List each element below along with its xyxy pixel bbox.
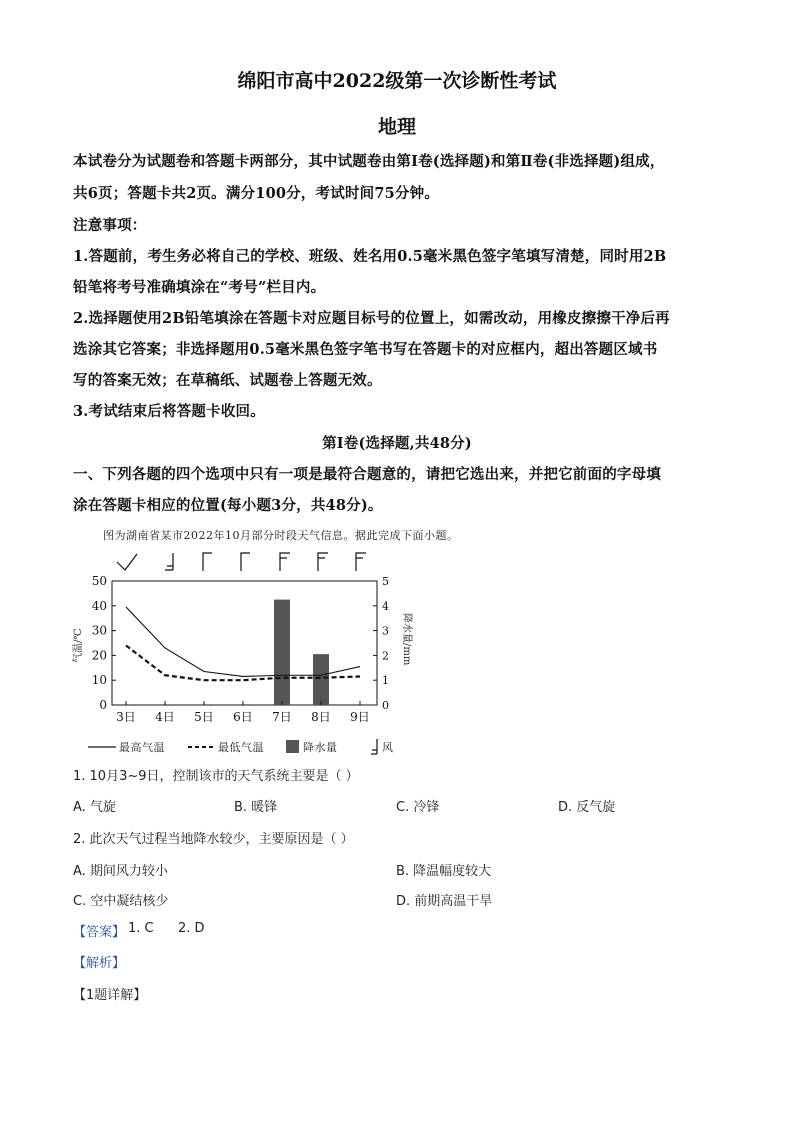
weather-chart: [70, 545, 410, 760]
analysis-tag: 【解析】: [73, 956, 126, 971]
x-tick-label: 5日: [194, 710, 214, 724]
legend-bar-swatch: [286, 740, 299, 753]
answer-2: 2. D: [178, 921, 205, 936]
intro-line-2: 共6页；答题卡共2页。满分100分，考试时间75分钟。: [73, 185, 440, 202]
wind-symbol-8: [318, 553, 328, 571]
note-2-line-1: 2.选择题使用2B铅笔填涂在答题卡对应题目标号的位置上，如需改动，用橡皮擦擦干净后再: [73, 310, 670, 327]
y-tick-label: 40: [91, 598, 107, 613]
q1-option-d[interactable]: D. 反气旋: [558, 800, 616, 815]
x-tick-label: 8日: [311, 710, 331, 724]
x-tick-label: 9日: [350, 710, 370, 724]
x-tick-label: 7日: [272, 710, 292, 724]
section-instructions-line-2: 涂在答题卡相应的位置(每小题3分，共48分)。: [73, 497, 383, 514]
legend-label-wind: 风: [382, 741, 394, 754]
y2-axis-label: 降水量/mm: [401, 613, 412, 666]
x-tick-label: 6日: [233, 710, 253, 724]
intro-line-1: 本试卷分为试题卷和答题卡两部分，其中试题卷由第Ⅰ卷(选择题)和第Ⅱ卷(非选择题)组成，: [73, 153, 665, 170]
note-1-line-1: 1.答题前，考生务必将自己的学校、班级、姓名用0.5毫米黑色签字笔填写清楚，同时用2B: [73, 248, 667, 265]
question-1-stem: 1. 10月3~9日，控制该市的天气系统主要是（ ）: [73, 769, 359, 784]
section-instructions-line-1: 一、下列各题的四个选项中只有一项是最符合题意的，请把它选出来，并把它前面的字母填: [73, 466, 661, 483]
y-tick-label: 20: [91, 648, 107, 663]
legend-label-max: 最高气温: [119, 741, 165, 754]
legend-wind-icon: [371, 739, 377, 754]
note-3: 3.考试结束后将答题卡收回。: [73, 403, 265, 420]
notes-heading: 注意事项：: [73, 217, 147, 234]
precip-bar-7日: [274, 600, 290, 705]
y2-tick-label: 2: [382, 649, 389, 663]
y2-tick-label: 5: [382, 575, 389, 588]
chart-legend: [88, 738, 408, 756]
wind-symbol-3: [117, 554, 137, 570]
q2-option-d[interactable]: D. 前期高温干旱: [396, 894, 493, 909]
y2-tick-label: 3: [382, 624, 389, 638]
note-1-line-2: 铅笔将考号准确填涂在“考号”栏目内。: [73, 279, 326, 296]
y-tick-label: 50: [91, 574, 107, 588]
x-tick-label: 4日: [155, 710, 175, 724]
y2-tick-label: 1: [382, 674, 389, 688]
wind-symbols: [117, 553, 366, 571]
wind-symbol-4: [165, 553, 173, 570]
y-tick-label: 30: [91, 623, 107, 638]
q1-option-c[interactable]: C. 冷锋: [396, 800, 440, 815]
legend-label-min: 最低气温: [218, 741, 264, 754]
page-title: 绵阳市高中2022级第一次诊断性考试: [237, 70, 557, 92]
y-tick-label: 0: [99, 698, 107, 712]
section-title: 第Ⅰ卷(选择题,共48分): [322, 435, 472, 452]
q2-option-a[interactable]: A. 期间风力较小: [73, 864, 168, 879]
legend-label-precip: 降水量: [303, 741, 338, 754]
q1-option-a[interactable]: A. 气旋: [73, 800, 116, 815]
x-tick-label: 3日: [116, 710, 136, 724]
figure-caption: 图为湖南省某市2022年10月部分时段天气信息。据此完成下面小题。: [103, 529, 459, 542]
y2-tick-label: 4: [382, 599, 389, 613]
q2-option-b[interactable]: B. 降温幅度较大: [396, 864, 492, 879]
wind-symbol-9: [356, 553, 366, 571]
q2-option-c[interactable]: C. 空中凝结核少: [73, 894, 169, 909]
precip-bar-8日: [313, 654, 329, 705]
y2-tick-label: 0: [382, 699, 389, 712]
wind-symbol-5: [203, 553, 212, 571]
y-tick-label: 10: [91, 673, 107, 688]
subject-title: 地理: [377, 116, 416, 138]
q1-option-b[interactable]: B. 暖锋: [234, 800, 278, 815]
wind-symbol-7: [280, 553, 290, 571]
plot-frame: [112, 581, 377, 705]
wind-symbol-6: [241, 553, 250, 571]
y-axis-label: 气温/℃: [73, 628, 84, 663]
question-2-stem: 2. 此次天气过程当地降水较少，主要原因是（ ）: [73, 832, 354, 847]
detail-tag: 【1题详解】: [73, 988, 147, 1003]
note-2-line-2: 选涂其它答案；非选择题用0.5毫米黑色签字笔书写在答题卡的对应框内，超出答题区域书: [73, 341, 658, 358]
note-2-line-3: 写的答案无效；在草稿纸、试题卷上答题无效。: [73, 372, 382, 389]
answer-1: 1. C: [128, 921, 154, 936]
answer-tag: 【答案】: [73, 925, 126, 940]
